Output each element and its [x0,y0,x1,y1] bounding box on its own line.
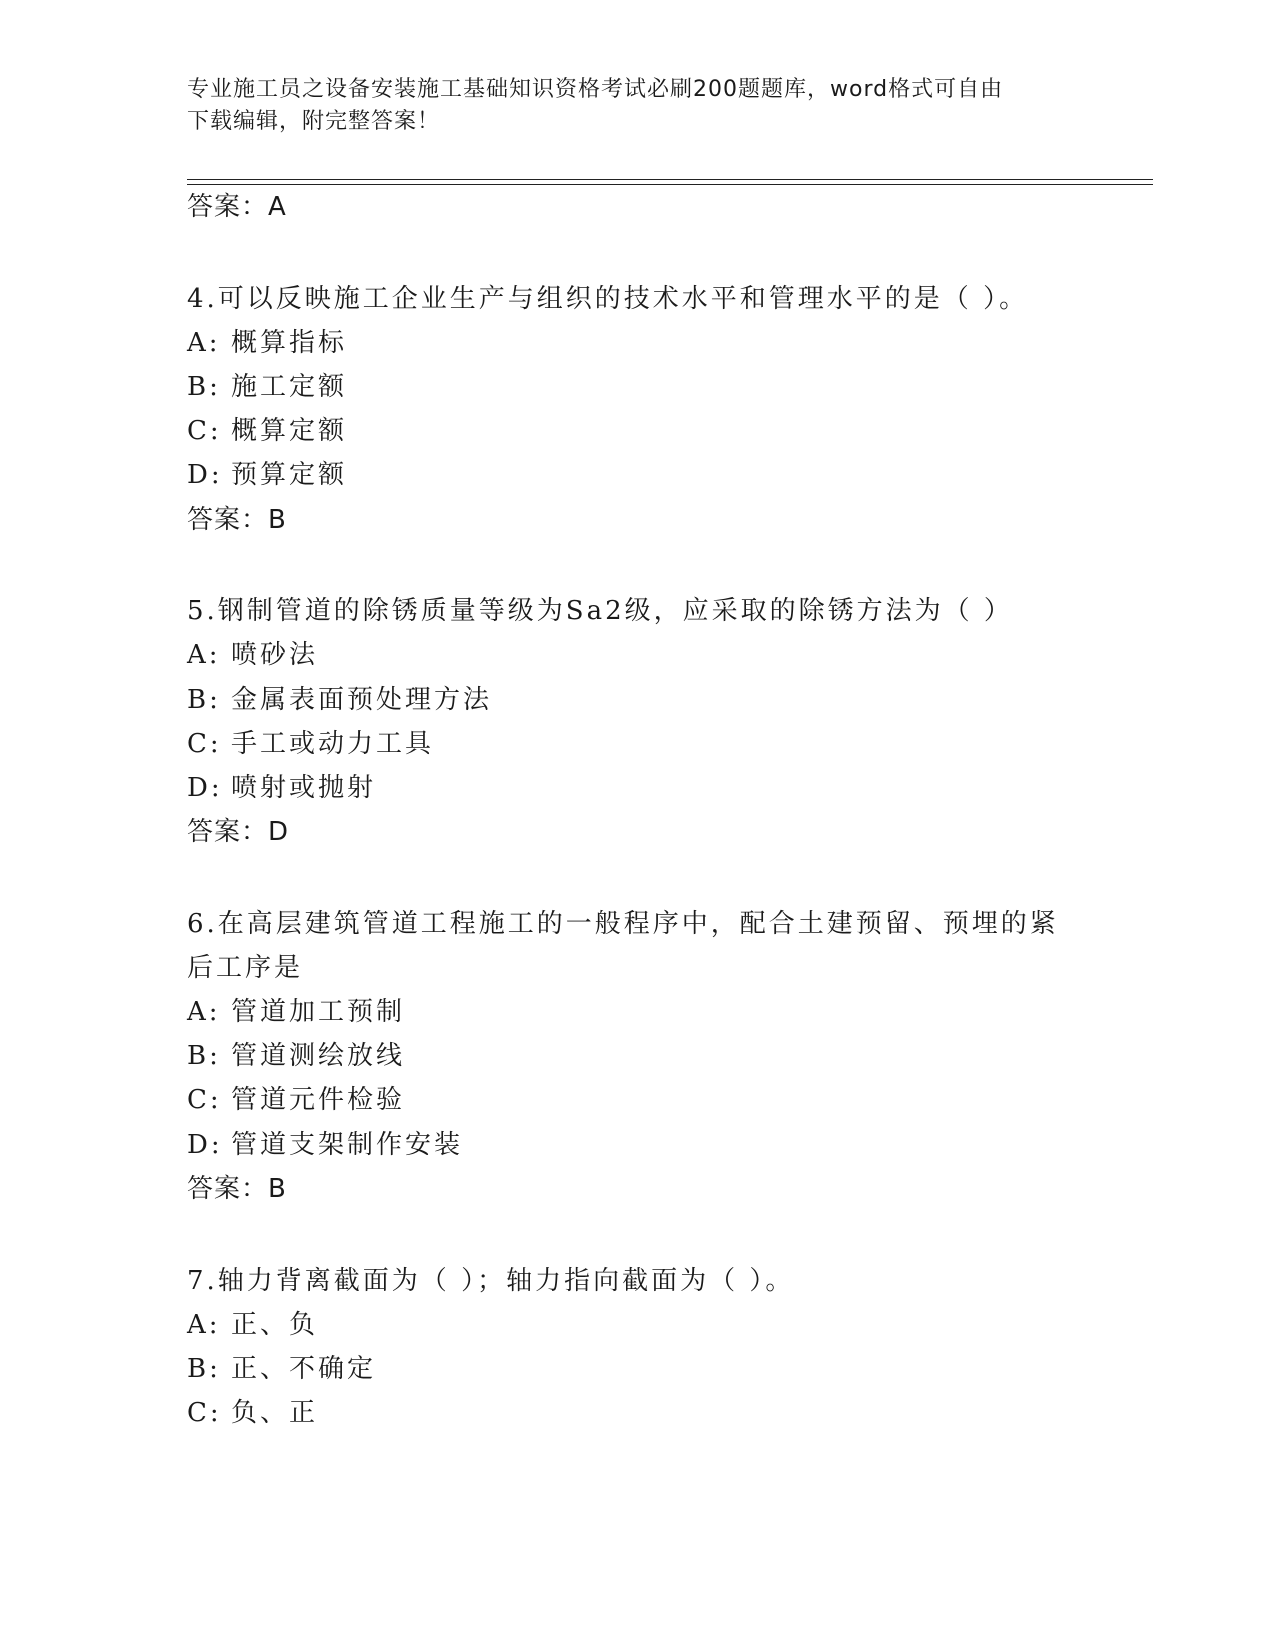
option-6d [187,1128,463,1162]
option-text: 金属表面预处理方法 [231,685,493,715]
answer-q6: 答案：B [187,1174,287,1204]
option-text: 概算指标 [231,328,348,358]
option-text: 概算定额 [231,416,348,446]
option-key: B: [187,685,221,715]
option-key: C: [187,729,222,759]
option-text: 管道加工预制 [231,997,406,1027]
option-text: 喷射或抛射 [231,773,377,803]
option-key: A: [187,328,221,358]
option-key: C: [187,1398,222,1428]
question-5: 5.钢制管道的除锈质量等级为Sa2级，应采取的除锈方法为（ ） [187,596,1013,626]
option-key: A: [187,997,221,1027]
option-key: D: [187,460,223,490]
option-text: 喷砂法 [231,640,319,670]
header-line-1: 专业施工员之设备安装施工基础知识资格考试必刷200题题库，word格式可自由 [187,77,1004,102]
document-header [187,74,1087,138]
option-4a [187,326,347,360]
option-5c [187,727,434,761]
option-4b [187,370,347,404]
option-key: B: [187,372,221,402]
header-rule-bottom [187,184,1153,185]
answer-q5: 答案：D [187,817,290,847]
option-key: A: [187,640,221,670]
option-6a [187,995,405,1029]
option-4c [187,414,347,448]
option-text: 管道支架制作安装 [231,1130,464,1160]
option-text: 管道元件检验 [231,1085,406,1115]
answer-q3: 答案：A [187,192,287,222]
question-6-line-1: 6.在高层建筑管道工程施工的一般程序中，配合土建预留、预埋的紧 [187,909,1059,939]
option-5b [187,683,492,717]
header-rule-top [187,179,1153,180]
question-4: 4.可以反映施工企业生产与组织的技术水平和管理水平的是（ ）。 [187,284,1029,314]
option-text: 正、不确定 [231,1354,377,1384]
option-text: 负、正 [231,1398,319,1428]
option-text: 管道测绘放线 [231,1041,406,1071]
option-text: 施工定额 [231,372,348,402]
option-7c [187,1396,318,1430]
option-key: C: [187,1085,222,1115]
option-7a [187,1308,318,1342]
question-7: 7.轴力背离截面为（ ）；轴力指向截面为（ ）。 [187,1266,795,1296]
option-7b [187,1352,376,1386]
option-text: 预算定额 [231,460,348,490]
option-5d [187,771,376,805]
option-text: 手工或动力工具 [231,729,435,759]
answer-q4: 答案：B [187,505,287,535]
option-key: B: [187,1354,221,1384]
question-6-line-2: 后工序是 [187,953,304,983]
option-text: 正、负 [231,1310,319,1340]
option-key: A: [187,1310,221,1340]
option-key: C: [187,416,222,446]
option-key: D: [187,1130,223,1160]
option-4d [187,458,347,492]
option-6b [187,1039,405,1073]
option-key: B: [187,1041,221,1071]
header-line-2: 下载编辑，附完整答案！ [187,109,441,134]
option-5a [187,638,318,672]
option-6c [187,1083,405,1117]
option-key: D: [187,773,223,803]
